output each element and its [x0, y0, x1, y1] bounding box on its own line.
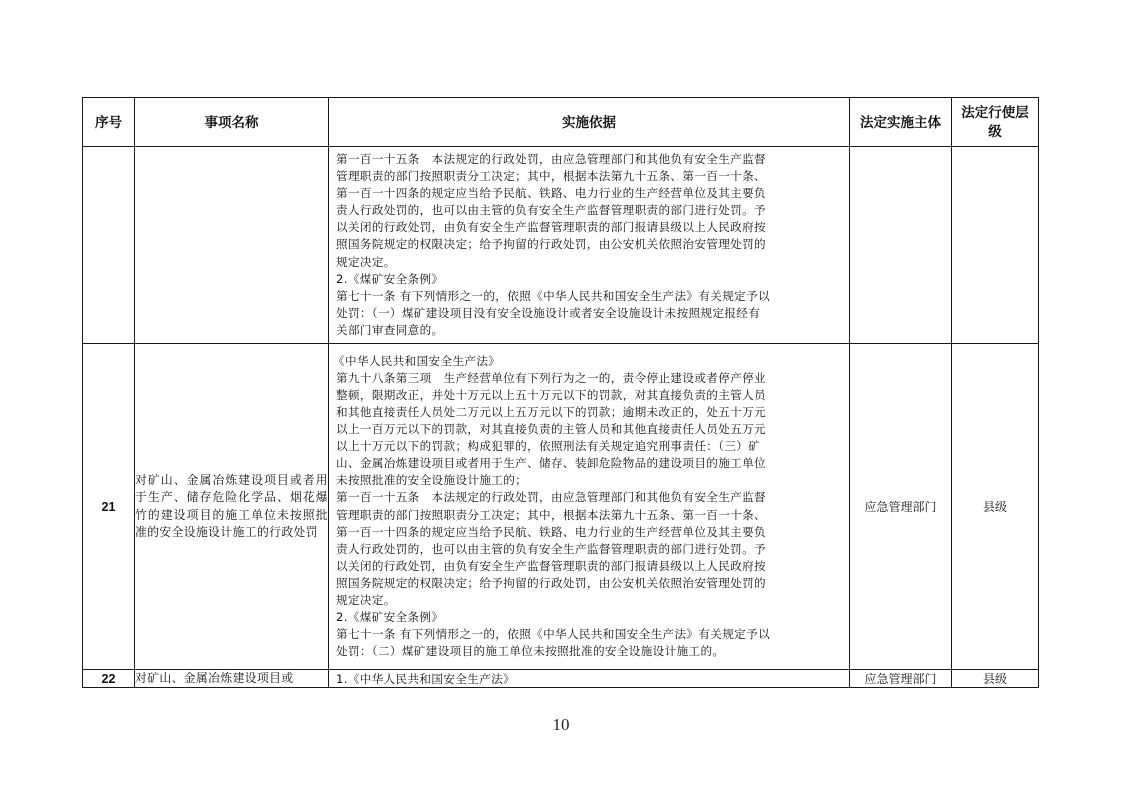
header-serial-number: 序号	[83, 98, 135, 147]
basis-text-line: 2.《煤矿安全条例》	[336, 610, 444, 625]
basis-text-line: 第九十八条第三项 生产经营单位有下列行为之一的，责令停止建设或者停产停业	[336, 370, 766, 385]
basis-text-line: 1.《中华人民共和国安全生产法》	[336, 671, 515, 686]
basis-text-line: 《中华人民共和国安全生产法》	[333, 353, 501, 368]
row-item-name: 对矿山、金属冶炼建设项目或	[135, 670, 329, 688]
enforcement-basis-table	[82, 97, 1039, 688]
row-serial-number: 22	[83, 670, 135, 688]
basis-text-line: 第一百一十五条 本法规定的行政处罚，由应急管理部门和其他负有安全生产监督	[336, 490, 766, 505]
header-implementation-basis: 实施依据	[329, 98, 850, 147]
header-exercise-level	[952, 98, 1039, 147]
basis-text-line: 第一百一十五条 本法规定的行政处罚，由应急管理部门和其他负有安全生产监督	[336, 151, 766, 166]
basis-text-line: 照国务院规定的权限决定；给予拘留的行政处罚，由公安机关依照治安管理处罚的	[336, 237, 766, 252]
basis-text-line: 管理职责的部门按照职责分工决定；其中，根据本法第九十五条、第一百一十条、	[336, 507, 766, 522]
row-legal-subject	[850, 147, 952, 344]
basis-text-line: 关部门审查同意的。	[336, 322, 444, 337]
row-implementation-basis	[329, 344, 850, 670]
row-item-name	[135, 147, 329, 344]
header-exercise-level-line2: 级	[988, 124, 1002, 139]
table-row	[83, 670, 1039, 688]
page-number: 10	[552, 715, 570, 734]
basis-text-line: 以关闭的行政处罚，由负有安全生产监督管理职责的部门报请县级以上人民政府按	[336, 220, 766, 235]
basis-text-line: 处罚：（二）煤矿建设项目的施工单位未按照批准的安全设施设计施工的。	[336, 644, 725, 659]
basis-text-line: 未按照批准的安全设施设计施工的；	[336, 473, 528, 488]
basis-text-line: 2.《煤矿安全条例》	[336, 271, 444, 286]
row-serial-number: 21	[83, 344, 135, 670]
basis-text-line: 第七十一条 有下列情形之一的，依照《中华人民共和国安全生产法》有关规定予以	[336, 288, 771, 303]
row-legal-subject: 应急管理部门	[850, 670, 952, 688]
table-row	[83, 147, 1039, 344]
row-legal-subject: 应急管理部门	[850, 344, 952, 670]
header-item-name: 事项名称	[135, 98, 329, 147]
header-legal-subject: 法定实施主体	[850, 98, 952, 147]
basis-text-line: 以上一百万元以下的罚款，对其直接负责的主管人员和其他直接责任人员处五万元	[336, 422, 766, 437]
row-serial-number	[83, 147, 135, 344]
row-exercise-level: 县级	[952, 670, 1039, 688]
basis-text-line: 责人行政处罚的，也可以由主管的负有安全生产监督管理职责的部门进行处罚。予	[336, 203, 766, 218]
basis-text-line: 规定决定。	[336, 254, 396, 269]
basis-text-line: 和其他直接责任人员处二万元以上五万元以下的罚款；逾期未改正的，处五十万元	[336, 404, 766, 419]
row-exercise-level	[952, 147, 1039, 344]
basis-text-line: 管理职责的部门按照职责分工决定；其中，根据本法第九十五条、第一百一十条、	[336, 169, 766, 184]
basis-text-line: 第一百一十四条的规定应当给予民航、铁路、电力行业的生产经营单位及其主要负	[336, 524, 766, 539]
basis-text-line: 第七十一条 有下列情形之一的，依照《中华人民共和国安全生产法》有关规定予以	[336, 627, 771, 642]
row-item-name: 对矿山、金属冶炼建设项目或者用于生产、储存危险化学品、烟花爆竹的建设项目的施工单位未按照批准的安全设施设计施工的行政处罚	[135, 344, 329, 670]
basis-text-line: 责人行政处罚的，也可以由主管的负有安全生产监督管理职责的部门进行处罚。予	[336, 541, 766, 556]
basis-text-line: 照国务院规定的权限决定；给予拘留的行政处罚，由公安机关依照治安管理处罚的	[336, 575, 766, 590]
header-exercise-level-line1: 法定行使层	[961, 105, 1029, 120]
row-implementation-basis	[329, 670, 850, 688]
row-implementation-basis	[329, 147, 850, 344]
basis-text-line: 山、金属冶炼建设项目或者用于生产、储存、装卸危险物品的建设项目的施工单位	[336, 456, 766, 471]
basis-text-line: 以上十万元以下的罚款；构成犯罪的，依照刑法有关规定追究刑事责任：（三）矿	[336, 439, 761, 454]
basis-text-line: 整顿，限期改正，并处十万元以上五十万元以下的罚款，对其直接负责的主管人员	[336, 387, 766, 402]
table-header-row	[83, 98, 1039, 147]
basis-text-line: 规定决定。	[336, 592, 396, 607]
basis-text-line: 以关闭的行政处罚，由负有安全生产监督管理职责的部门报请县级以上人民政府按	[336, 558, 766, 573]
row-exercise-level: 县级	[952, 344, 1039, 670]
basis-text-line: 第一百一十四条的规定应当给予民航、铁路、电力行业的生产经营单位及其主要负	[336, 186, 766, 201]
basis-text-line: 处罚：（一）煤矿建设项目没有安全设施设计或者安全设施设计未按照规定报经有	[336, 305, 761, 320]
table-row	[83, 344, 1039, 670]
